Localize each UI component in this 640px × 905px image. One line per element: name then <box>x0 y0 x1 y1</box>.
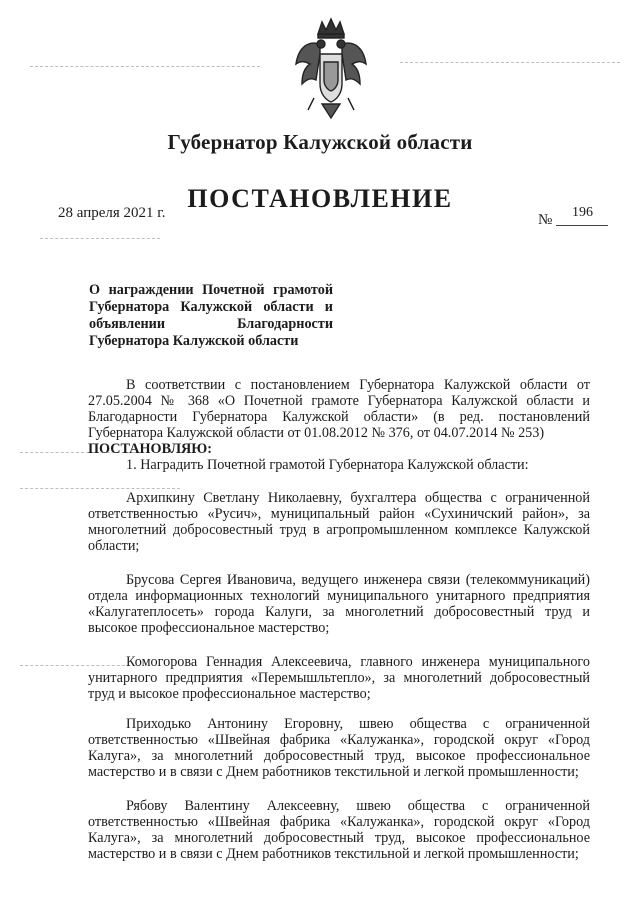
preamble-block <box>88 377 590 473</box>
issuing-authority: Губернатор Калужской области <box>167 130 473 154</box>
awardee-text: Архипкину Светлану Николаевну, бухгалтера общества с ограниченной ответственностью «Русич», муниципальный район «Сухиничский район», за многолетний добросовестный труд в агропромышленном комплексе Калужской области; <box>88 490 590 554</box>
awardee-4 <box>88 716 590 780</box>
awardee-text: Комогорова Геннадия Алексеевича, главного инженера муниципального унитарного предприятия «Перемышльтепло», за многолетний добросовестный труд и высокое профессиональное мастерство; <box>88 654 590 702</box>
awardee-2 <box>88 572 590 636</box>
document-number-field <box>538 205 608 229</box>
document-date: 28 апреля 2021 г. <box>58 205 166 221</box>
scan-line <box>40 238 160 239</box>
preamble-text: В соответствии с постановлением Губернатора Калужской области от 27.05.2004 № 368 «О Почетной грамоте Губернатора Калужской области и Благодарности Губернатора Калужской области» (в ред. постановлений Губернатора Калужской области от 01.08.2012 № 376, от 04.07.2014 № 253) <box>88 377 590 441</box>
awardee-1 <box>88 490 590 554</box>
awardee-text: Приходько Антонину Егоровну, швею общества с ограниченной ответственностью «Швейная фабрика «Калужанка», городской округ «Город Калуга», за многолетний добросовестный труд, высокое профессиональное мастерство и в связи с Днем работников текстильной и легкой промышленности; <box>88 716 590 780</box>
coat-of-arms-icon <box>290 14 372 124</box>
document-number: 196 <box>572 205 593 220</box>
scan-line <box>30 66 260 67</box>
awardee-text: Брусова Сергея Ивановича, ведущего инженера связи (телекоммуникаций) отдела информационных технологий муниципального унитарного предприятия «Калугатеплосеть» города Калуги, за многолетний добросовестный труд и высокое профессиональное мастерство; <box>88 572 590 636</box>
decree-word: ПОСТАНОВЛЯЮ: <box>88 441 213 457</box>
awardee-3 <box>88 654 590 702</box>
clause-1: 1. Наградить Почетной грамотой Губернатора Калужской области: <box>126 457 529 473</box>
awardee-text: Рябову Валентину Алексеевну, швею общества с ограниченной ответственностью «Швейная фабрика «Калужанка», городской округ «Город Калуга», за многолетний добросовестный труд, высокое профессиональное мастерство и в связи с Днем работников текстильной и легкой промышленности; <box>88 798 590 862</box>
scan-line <box>20 488 180 489</box>
number-sign: № <box>538 212 553 228</box>
scan-line <box>400 62 620 63</box>
document-subject: О награждении Почетной грамотой Губернатора Калужской области и объявлении Благодарности Губернатора Калужской области <box>89 282 333 349</box>
awardee-5 <box>88 798 590 862</box>
document-type-title: ПОСТАНОВЛЕНИЕ <box>187 184 453 213</box>
number-underline <box>556 225 608 226</box>
